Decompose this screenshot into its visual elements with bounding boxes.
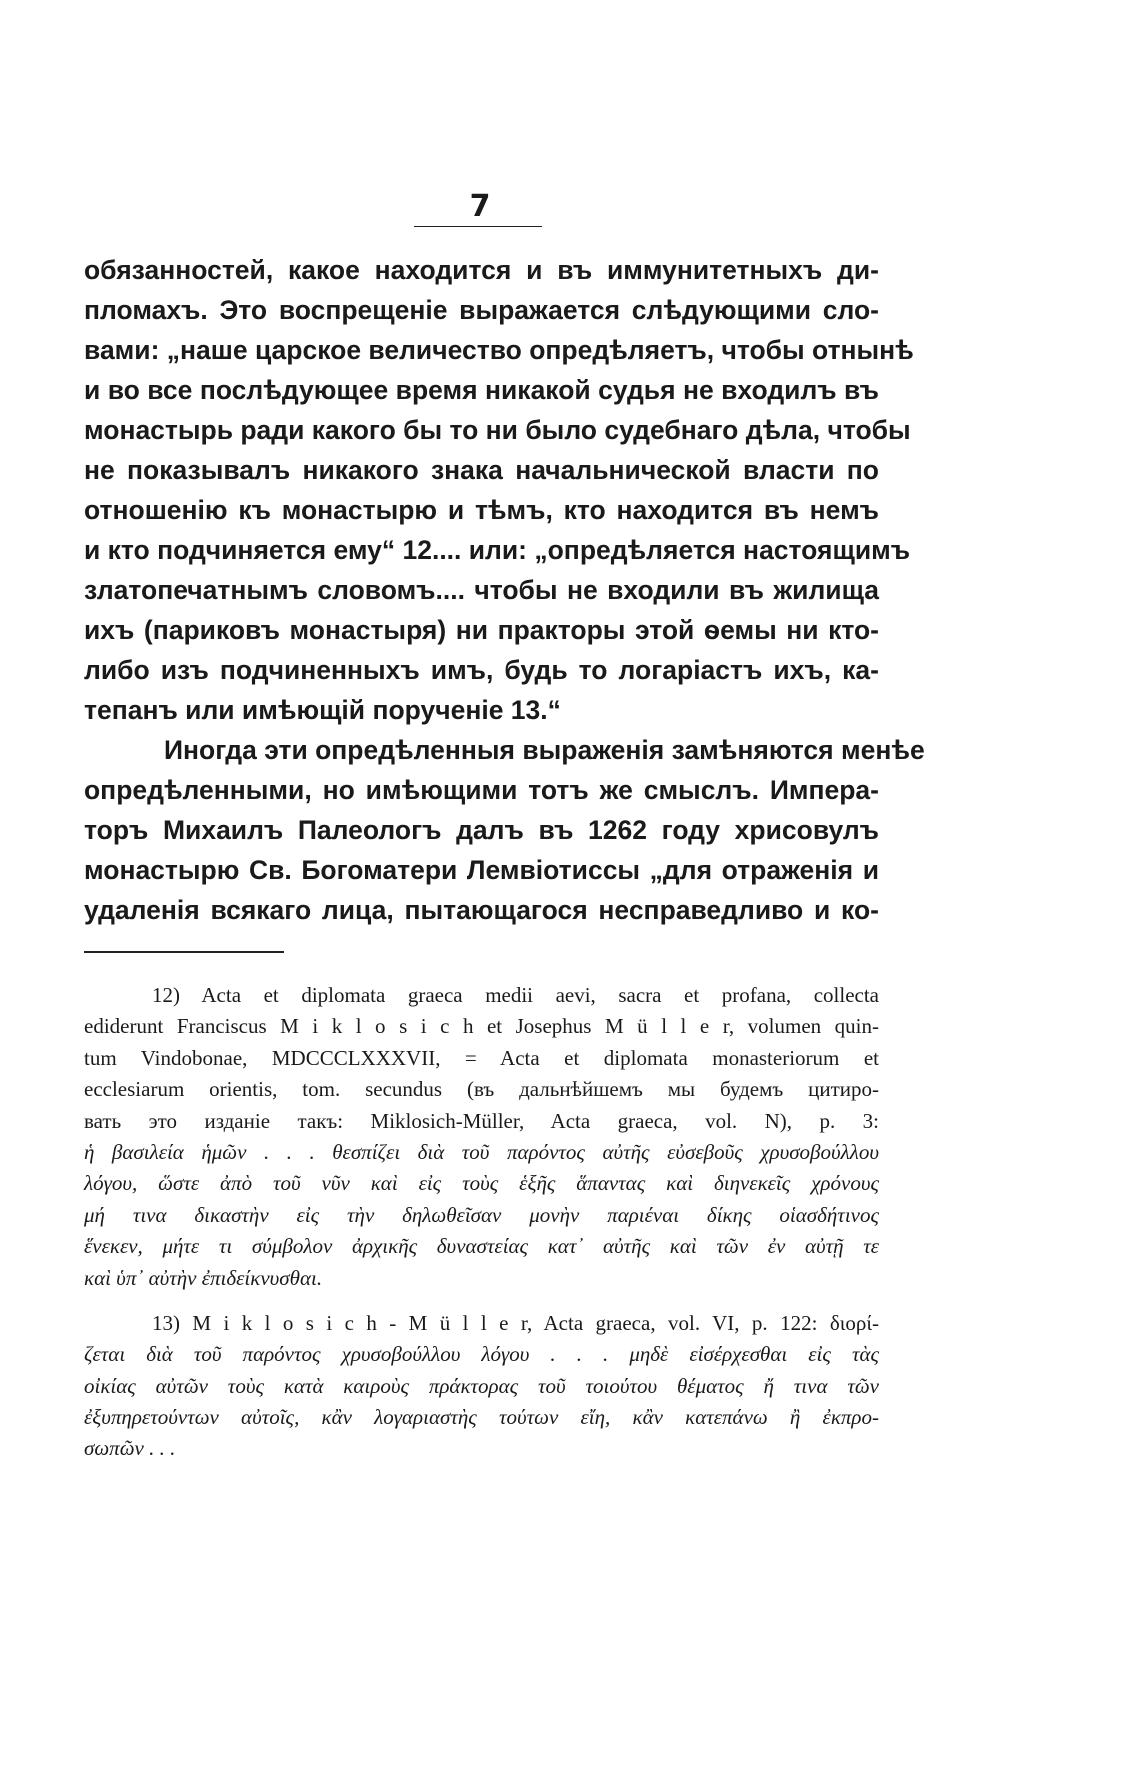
footnote-line: tum Vindobonae, MDCCCLXXXVII, = Acta et diplomata monasteriorum et [84, 1045, 879, 1070]
body-line: монастырь ради какого бы то ни было судебнаго дѣла, чтобы [84, 415, 911, 445]
footnote-greek-line: ζεται διὰ τοῦ παρόντος χρυσοβούλλου λόγου . . . μηδὲ εἰσέρχεσθαι εἰς τὰς [84, 1342, 879, 1367]
main-text [84, 250, 925, 930]
body-line: опредѣленными, но имѣющими тотъ же смыслъ. Импера- [84, 775, 879, 805]
footnote-greek-line: ἕνεκεν, μήτε τι σύμβολον ἀρχικῆς δυναστείας κατ᾽ αὐτῆς καὶ τῶν ἐν αὐτῇ τε [84, 1234, 879, 1259]
footnote-line: 12) Acta et diplomata graeca medii aevi, sacra et profana, collecta [152, 983, 879, 1007]
page-number: 7 [469, 189, 491, 224]
body-line: пломахъ. Это воспрещеніе выражается слѣдующими сло- [84, 295, 879, 325]
footnote-greek-line: σωπῶν . . . [84, 1436, 176, 1461]
footnote-greek-line: ἐξυπηρετούντων αὐτοῖς, κἂν λογαριαστὴς τούτων εἴη, κἂν κατεπάνω ἢ ἐκπρο- [84, 1405, 879, 1430]
body-line: вами: „наше царское величество опредѣляетъ, чтобы отнынѣ [84, 335, 914, 365]
body-line: обязанностей, какое находится и въ иммунитетныхъ ди- [84, 255, 879, 285]
body-line: торъ Михаилъ Палеологъ далъ въ 1262 году хрисовулъ [84, 815, 879, 845]
body-line: отношенію къ монастырю и тѣмъ, кто находится въ немъ [84, 495, 879, 525]
footnote-line: 13) M i k l o s i c h - M ü l l e r, Acta graeca, vol. VI, p. 122: διορί- [152, 1310, 879, 1335]
footnote-line: вать это изданіе такъ: Miklosich-Müller, Acta graeca, vol. N), p. 3: [84, 1108, 879, 1133]
footnote-divider [84, 951, 284, 953]
body-line: и кто подчиняется ему“ 12.... или: „опредѣляется настоящимъ [84, 535, 911, 565]
body-line: златопечатнымъ словомъ.... чтобы не входили въ жилища [84, 575, 879, 605]
body-line: удаленія всякаго лица, пытающагося несправедливо и ко- [84, 895, 879, 925]
footnote-greek-line: οἰκίας αὐτῶν τοὺς κατὰ καιροὺς πράκτορας τοῦ τοιούτου θέματος ἤ τινα τῶν [84, 1373, 879, 1398]
body-line: монастырю Св. Богоматери Лемвіотиссы „для отраженія и [84, 855, 879, 885]
body-line: тепанъ или имѣющій порученіе 13.“ [84, 695, 561, 725]
body-line: и во все послѣдующее время никакой судья не входилъ въ [84, 375, 879, 405]
page-number-rule [414, 226, 542, 227]
footnote-greek-line: καὶ ὑπ᾽ αὐτὴν ἐπιδείκνυσθαι. [84, 1265, 323, 1290]
footnote-greek-line: μή τινα δικαστὴν εἰς τὴν δηλωθεῖσαν μονὴν παριέναι δίκης οἱασδήτινος [84, 1202, 879, 1227]
footnote-line: ecclesiarum orientis, tom. secundus (въ дальнѣйшемъ мы будемъ цитиро- [84, 1077, 879, 1102]
body-line: ихъ (париковъ монастыря) ни практоры этой ѳемы ни кто- [84, 615, 879, 645]
body-line: Иногда эти опредѣленныя выраженія замѣняются менѣе [164, 735, 925, 765]
footnotes [84, 980, 879, 1465]
body-line: не показывалъ никакого знака начальнической власти по [84, 455, 879, 485]
footnote-greek-line: ἡ βασιλεία ἡμῶν . . . θεσπίζει διὰ τοῦ παρόντος αὐτῆς εὐσεβοῦς χρυσοβούλλου [84, 1139, 879, 1164]
body-line: либо изъ подчиненныхъ имъ, будь то логаріастъ ихъ, ка- [84, 655, 879, 685]
footnote-greek-line: λόγου, ὥστε ἀπὸ τοῦ νῦν καὶ εἰς τοὺς ἑξῆς ἅπαντας καὶ διηνεκεῖς χρόνους [84, 1171, 879, 1196]
footnote-line: ediderunt Franciscus M i k l o s i c h et Josephus M ü l l e r, volumen quin- [84, 1014, 879, 1039]
